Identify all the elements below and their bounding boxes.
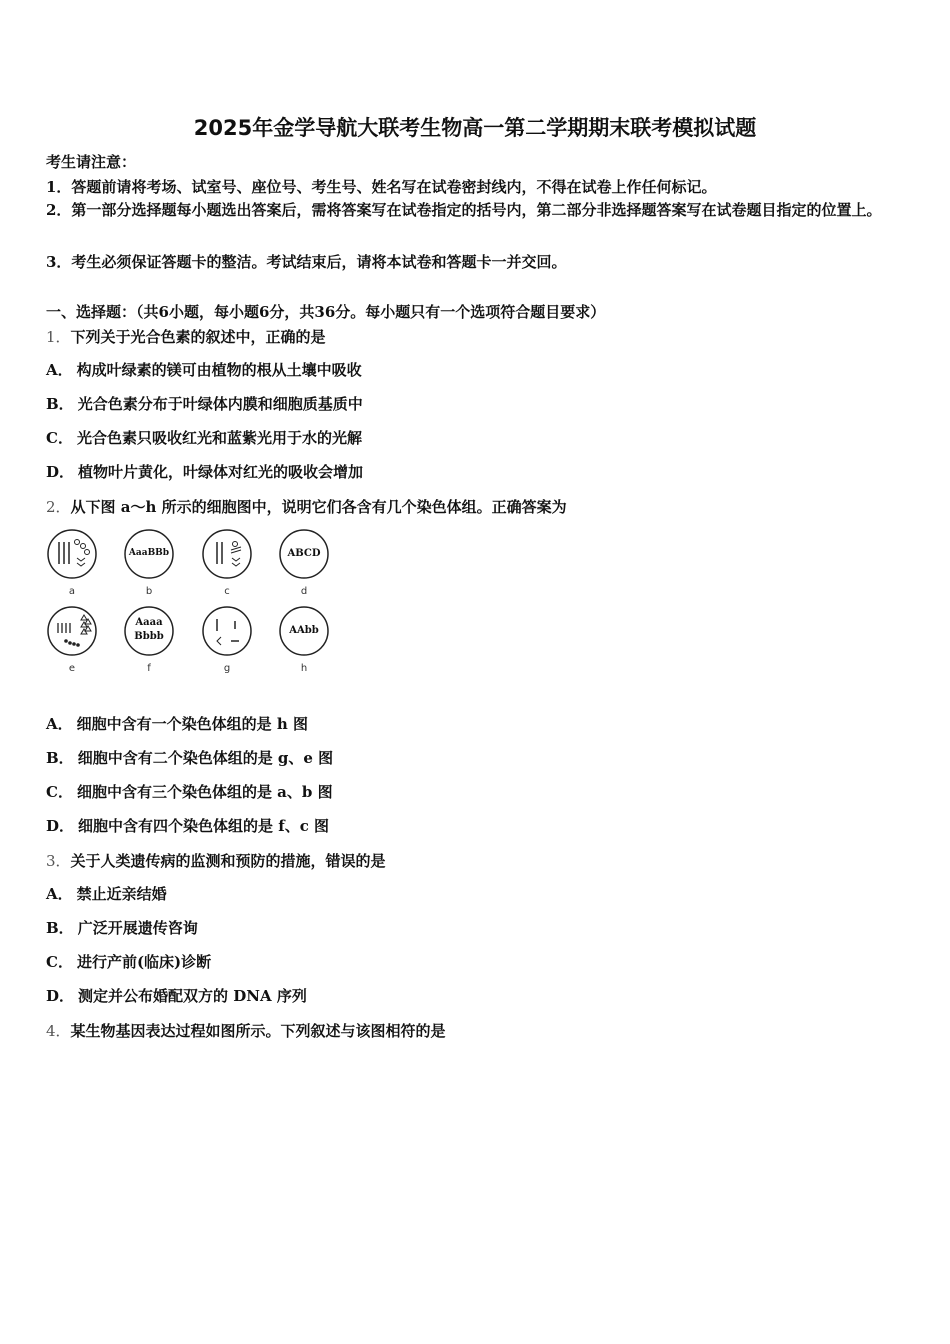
cell-genes: ABCD — [287, 548, 321, 559]
notice-item: 2．第一部分选择题每小题选出答案后，需将答案写在试卷指定的括号内，第二部分非选择题答案写在试卷题目指定的位置上。 — [46, 201, 882, 219]
option-c — [46, 952, 211, 972]
question-text: 从下图 a～h 所示的细胞图中，说明它们各含有几个染色体组。正确答案为 — [70, 498, 567, 516]
cell-label: e — [68, 663, 76, 674]
option-letter: C． — [46, 429, 73, 447]
option-d — [46, 986, 307, 1006]
question-text: 关于人类遗传病的监测和预防的措施，错误的是 — [70, 852, 386, 870]
option-letter: A． — [46, 361, 73, 379]
cell-label: f — [147, 663, 151, 674]
cell-g-drawing — [201, 605, 253, 657]
cell-genes: Aaaa — [135, 617, 163, 628]
cell-h — [278, 605, 330, 674]
cell-c — [201, 528, 253, 597]
option-text: 测定并公布婚配双方的 DNA 序列 — [78, 987, 307, 1005]
question-number: 1． — [46, 328, 71, 346]
cell-b — [123, 528, 175, 597]
option-text: 光合色素分布于叶绿体内膜和细胞质基质中 — [77, 395, 363, 413]
cell-a-drawing — [46, 528, 98, 580]
question-text: 某生物基因表达过程如图所示。下列叙述与该图相符的是 — [70, 1022, 446, 1040]
question-stem — [46, 327, 326, 347]
question-stem — [46, 1021, 446, 1041]
option-b — [46, 918, 198, 938]
cell-label: a — [68, 586, 76, 597]
question-text: 下列关于光合色素的叙述中，正确的是 — [70, 328, 326, 346]
option-letter: C． — [46, 783, 73, 801]
notice-heading: 考生请注意： — [46, 153, 137, 171]
cell-g — [201, 605, 253, 674]
option-text: 细胞中含有一个染色体组的是 h 图 — [76, 715, 308, 733]
option-a — [46, 360, 362, 380]
option-b — [46, 394, 363, 414]
question-stem — [46, 497, 567, 517]
notice-item: 3．考生必须保证答题卡的整洁。考试结束后，请将本试卷和答题卡一并交回。 — [46, 253, 567, 271]
option-text: 光合色素只吸收红光和蓝紫光用于水的光解 — [76, 429, 362, 447]
cell-figure — [46, 528, 346, 688]
cell-label: g — [223, 663, 231, 674]
option-letter: D． — [46, 463, 75, 481]
cell-e — [46, 605, 98, 674]
cell-label: b — [145, 586, 153, 597]
cell-genes: AAbb — [289, 625, 319, 636]
option-letter: D． — [46, 987, 75, 1005]
cell-a — [46, 528, 98, 597]
option-text: 广泛开展遗传咨询 — [77, 919, 198, 937]
option-text: 禁止近亲结婚 — [76, 885, 167, 903]
option-letter: B． — [46, 749, 74, 767]
cell-label: h — [300, 663, 308, 674]
option-a — [46, 714, 308, 734]
cell-genes: AaaBBb — [128, 548, 170, 558]
option-text: 植物叶片黄化，叶绿体对红光的吸收会增加 — [78, 463, 364, 481]
cell-genes: Bbbb — [134, 631, 164, 642]
option-text: 构成叶绿素的镁可由植物的根从土壤中吸收 — [76, 361, 362, 379]
option-c — [46, 782, 333, 802]
cell-e-drawing — [46, 605, 98, 657]
option-d — [46, 816, 329, 836]
option-text: 进行产前(临床)诊断 — [76, 953, 212, 971]
question-stem — [46, 851, 386, 871]
option-letter: A． — [46, 715, 73, 733]
option-letter: B． — [46, 919, 74, 937]
notice-item: 1．答题前请将考场、试室号、座位号、考生号、姓名写在试卷密封线内，不得在试卷上作任何标记。 — [46, 178, 717, 196]
option-letter: A． — [46, 885, 73, 903]
option-letter: D． — [46, 817, 75, 835]
cell-c-drawing — [201, 528, 253, 580]
question-number: 4． — [46, 1022, 71, 1040]
cell-f — [123, 605, 175, 674]
option-text: 细胞中含有四个染色体组的是 f、c 图 — [78, 817, 330, 835]
option-letter: C． — [46, 953, 73, 971]
option-c — [46, 428, 362, 448]
cell-d — [278, 528, 330, 597]
option-d — [46, 462, 363, 482]
page-title: 2025年金学导航大联考生物高一第二学期期末联考模拟试题 — [193, 116, 757, 140]
cell-label: c — [224, 586, 230, 597]
cell-label: d — [300, 586, 308, 597]
option-text: 细胞中含有三个染色体组的是 a、b 图 — [76, 783, 333, 801]
option-a — [46, 884, 167, 904]
option-text: 细胞中含有二个染色体组的是 g、e 图 — [77, 749, 334, 767]
question-number: 3． — [46, 852, 71, 870]
option-letter: B． — [46, 395, 74, 413]
question-number: 2． — [46, 498, 71, 516]
option-b — [46, 748, 333, 768]
section-heading: 一、选择题：（共6小题，每小题6分，共36分。每小题只有一个选项符合题目要求） — [46, 303, 606, 321]
